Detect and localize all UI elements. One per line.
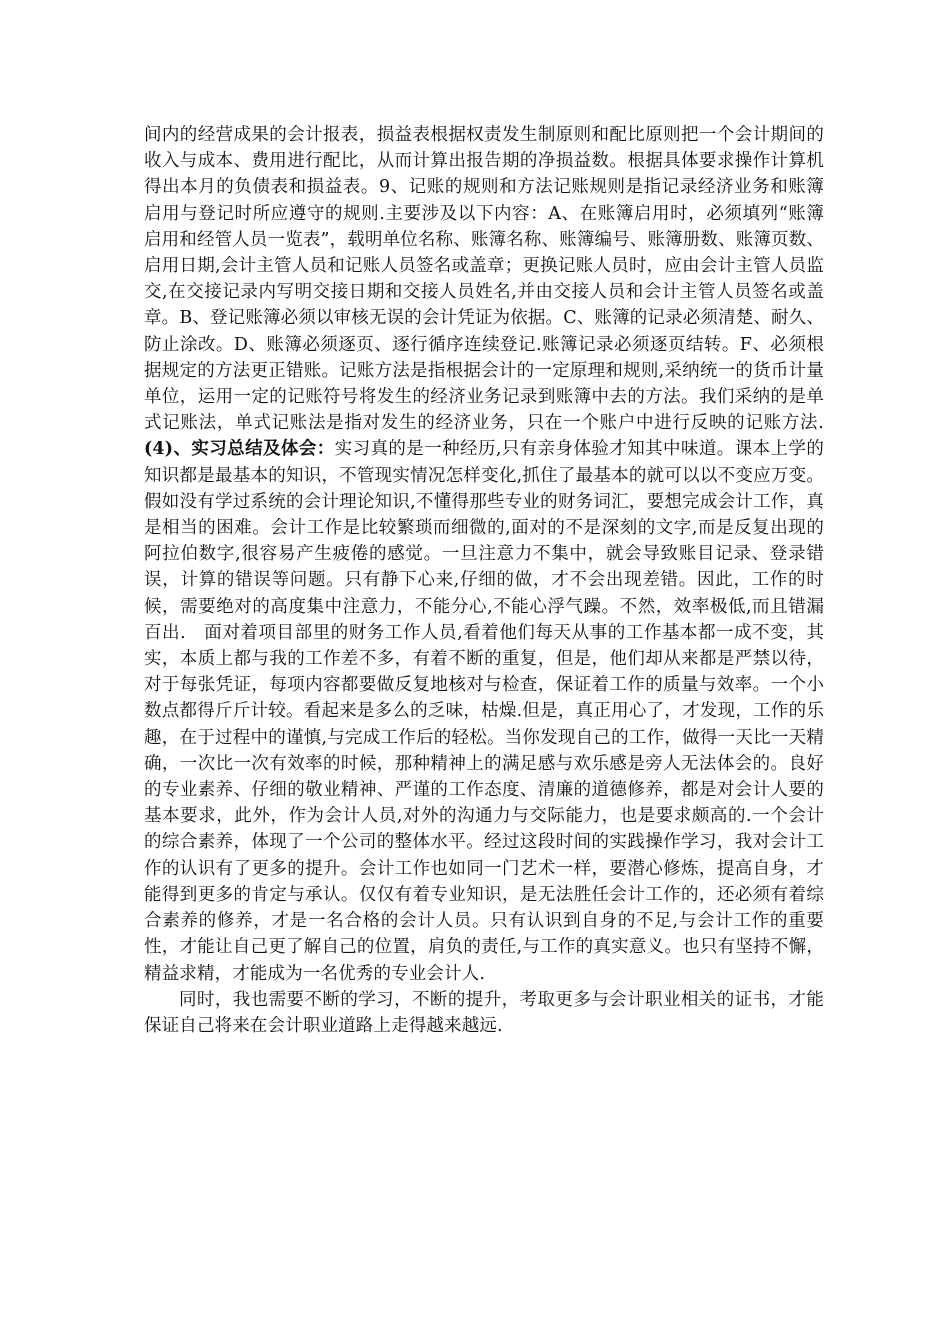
section-heading: (4)、实习总结及体会： [144,439,335,460]
paragraph-text-after-heading: 实习真的是一种经历,只有亲身体验才知其中味道。课本上学的知识都是最基本的知识，不管现实情况怎样变化,抓住了最基本的就可以以不变应万变。假如没有学过系统的会计理论知识,不懂得那些专业的财务词汇，要想完成会计工作，真是相当的困难。会计工作是比较繁琐而细微的,面对的不是深刻的文字,而是反复出现的阿拉伯数字,很容易产生疲倦的感觉。一旦注意力不集中，就会导致账目记录、登录错误，计算的错误等问题。只有静下心来,仔细的做，才不会出现差错。因此，工作的时候，需要绝对的高度集中注意力，不能分心,不能心浮气躁。不然，效率极低,而且错漏百出. 面对着项目部里的财务工作人员,看着他们每天从事的工作基本都一成不变，其实，本质上都与我的工作差不多，有着不断的重复，但是，他们却从来都是严禁以待，对于每张凭证，每项内容都要做反复地核对与检查，保证着工作的质量与效率。一个小数点都得斤斤计较。看起来是多么的乏味，枯燥.但是，真正用心了，才发现，工作的乐趣，在于过程中的谨慎,与完成工作后的轻松。当你发现自己的工作，做得一天比一天精确，一次比一次有效率的时候，那种精神上的满足感与欢乐感是旁人无法体会的。良好的专业素养、仔细的敬业精神、严谨的工作态度、清廉的道德修养，都是对会计人要的基本要求，此外，作为会计人员,对外的沟通力与交际能力，也是要求颇高的.一个会计的综合素养，体现了一个公司的整体水平。经过这段时间的实践操作学习，我对会计工作的认识有了更多的提升。会计工作也如同一门艺术一样，要潜心修炼，提高自身，才能得到更多的肯定与承认。仅仅有着专业知识，是无法胜任会计工作的，还必须有着综合素养的修养，才是一名合格的会计人员。只有认识到自身的不足,与会计工作的重要性，才能让自己更了解自己的位置，肩负的责任,与工作的真实意义。也只有坚持不懈，精益求精，才能成为一名优秀的专业会计人. [144,439,824,984]
paragraph-closing: 同时，我也需要不断的学习，不断的提升，考取更多与会计职业相关的证书，才能保证自己将来在会计职业道路上走得越来越远. [144,989,824,1036]
document-body [144,122,824,1039]
paragraph-text-before-heading: 间内的经营成果的会计报表，损益表根据权责发生制原则和配比原则把一个会计期间的收入与成本、费用进行配比，从而计算出报告期的净损益数。根据具体要求操作计算机得出本月的负债表和损益表。9、记账的规则和方法记账规则是指记录经济业务和账簿启用与登记时所应遵守的规则.主要涉及以下内容：A、在账簿启用时，必须填列“账簿启用和经管人员一览表”，载明单位名称、账簿名称、账簿编号、账簿册数、账簿页数、启用日期,会计主管人员和记账人员签名或盖章；更换记账人员时，应由会计主管人员监交,在交接记录内写明交接日期和交接人员姓名,并由交接人员和会计主管人员签名或盖章。B、登记账簿必须以审核无误的会计凭证为依据。C、账簿的记录必须清楚、耐久、防止涂改。D、账簿必须逐页、逐行循序连续登记.账簿记录必须逐页结转。F、必须根据规定的方法更正错账。记账方法是指根据会计的一定原理和规则,采纳统一的货币计量单位，运用一定的记账符号将发生的经济业务记录到账簿中去的方法。我们采纳的是单式记账法，单式记账法是指对发生的经济业务，只在一个账户中进行反映的记账方法. [144,125,824,434]
paragraph-main [144,122,824,987]
